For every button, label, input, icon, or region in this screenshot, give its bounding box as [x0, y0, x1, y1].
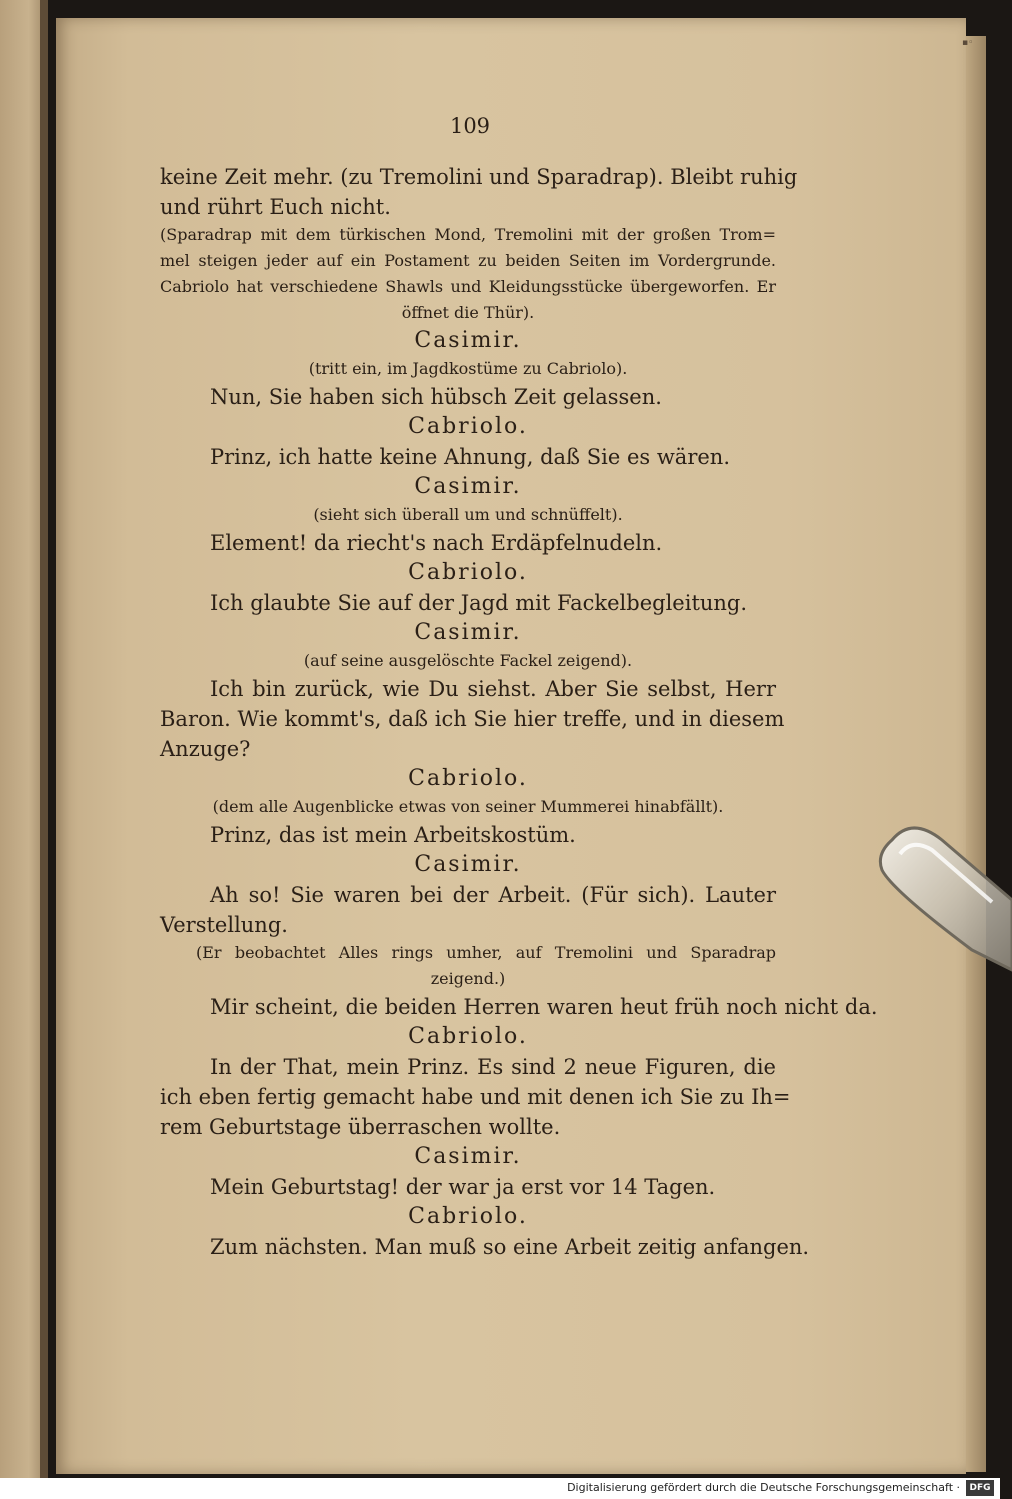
stage-direction-line: (Sparadrap mit dem türkischen Mond, Tremolini mit der großen Trom= [160, 225, 776, 244]
text-line: Mein Geburtstag! der war ja erst vor 14 Tagen. [210, 1175, 716, 1199]
text-line: rem Geburtstage überraschen wollte. [160, 1115, 561, 1139]
magnifier-icon [872, 820, 1012, 970]
speaker-name: Casimir. [414, 328, 522, 353]
stage-direction-line: (auf seine ausgelöschte Fackel zeigend). [303, 651, 633, 670]
speaker-name: Casimir. [414, 1144, 522, 1169]
text-line: ich eben fertig gemacht habe und mit denen ich Sie zu Ih= [160, 1085, 791, 1109]
speaker-name: Casimir. [414, 474, 522, 499]
stage-direction-line: mel steigen jeder auf ein Postament zu beiden Seiten im Vordergrunde. [160, 251, 776, 270]
stage-direction-line: zeigend.) [430, 969, 506, 988]
footer-credit: Digitalisierung gefördert durch die Deutsche Forschungsgemeinschaft · [567, 1481, 960, 1494]
stage-direction-line: (dem alle Augenblicke etwas von seiner Mummerei hinabfällt). [212, 797, 724, 816]
text-line: Ich bin zurück, wie Du siehst. Aber Sie selbst, Herr [210, 677, 776, 701]
speaker-name: Cabriolo. [408, 766, 528, 791]
footer-bar [0, 1478, 1000, 1499]
text-line: Element! da riecht's nach Erdäpfelnudeln. [210, 531, 663, 555]
text-line: Ich glaubte Sie auf der Jagd mit Fackelbegleitung. [210, 591, 748, 615]
speaker-name: Casimir. [414, 852, 522, 877]
book-gutter [40, 0, 48, 1478]
page-number: 109 [449, 114, 491, 138]
speaker-name: Cabriolo. [408, 1024, 528, 1049]
text-line: Verstellung. [160, 913, 288, 937]
text-line: Mir scheint, die beiden Herren waren heut früh noch nicht da. [210, 995, 878, 1019]
text-line: und rührt Euch nicht. [160, 195, 391, 219]
text-line: Zum nächsten. Man muß so eine Arbeit zeitig anfangen. [210, 1235, 810, 1259]
text-line: In der That, mein Prinz. Es sind 2 neue Figuren, die [210, 1055, 776, 1079]
stage-direction-line: Cabriolo hat verschiedene Shawls und Kleidungsstücke übergeworfen. Er [160, 277, 776, 296]
speaker-name: Cabriolo. [408, 1204, 528, 1229]
text-line: Prinz, ich hatte keine Ahnung, daß Sie es wären. [210, 445, 730, 469]
text-line: Prinz, das ist mein Arbeitskostüm. [210, 823, 576, 847]
stage-direction-line: öffnet die Thür). [401, 303, 535, 322]
speaker-name: Cabriolo. [408, 560, 528, 585]
text-line: Anzuge? [160, 737, 251, 761]
stage-direction-line: (sieht sich überall um und schnüffelt). [313, 505, 623, 524]
text-line: keine Zeit mehr. (zu Tremolini und Sparadrap). Bleibt ruhig [160, 165, 798, 189]
text-line: Baron. Wie kommt's, daß ich Sie hier treffe, und in diesem [160, 707, 785, 731]
speaker-name: Casimir. [414, 620, 522, 645]
page-text [160, 162, 878, 1262]
text-line: Nun, Sie haben sich hübsch Zeit gelassen. [210, 385, 662, 409]
stage-direction-line: (Er beobachtet Alles rings umher, auf Tremolini und Sparadrap [196, 943, 776, 962]
speaker-name: Cabriolo. [408, 414, 528, 439]
stage-direction-line: (tritt ein, im Jagdkostüme zu Cabriolo). [308, 359, 628, 378]
dfg-logo: DFG [966, 1480, 994, 1496]
text-line: Ah so! Sie waren bei der Arbeit. (Für sich). Lauter [210, 883, 776, 907]
corner-mark: ▪◦ [962, 38, 974, 48]
